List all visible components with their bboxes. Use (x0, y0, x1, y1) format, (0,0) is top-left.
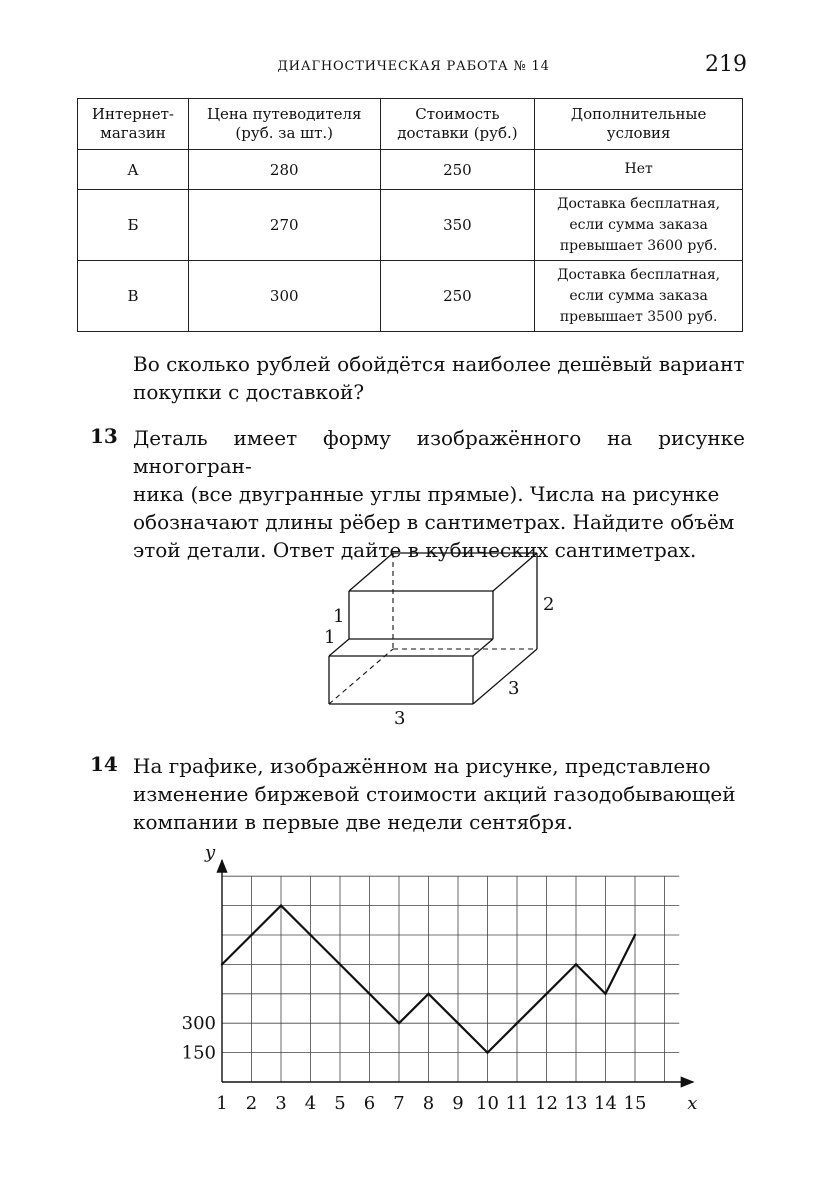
data-point (368, 993, 370, 995)
x-tick-label: 4 (304, 1093, 317, 1114)
header-store: Интернет- магазин (78, 99, 189, 150)
data-point (427, 993, 429, 995)
data-point (457, 1022, 459, 1024)
x-tick-label: 8 (422, 1093, 435, 1114)
header-title: ДИАГНОСТИЧЕСКАЯ РАБОТА № 14 (277, 59, 550, 74)
cell-conditions: Доставка бесплатная, если сумма заказа превышает 3600 руб. (535, 190, 743, 261)
data-point (309, 934, 311, 936)
x-tick-label: 13 (564, 1093, 588, 1114)
data-point (250, 934, 252, 936)
page-number: 219 (705, 52, 747, 77)
cell-store: Б (78, 190, 189, 261)
x-axis-label: x (687, 1093, 698, 1114)
y-axis-label: y (205, 842, 216, 864)
header-conditions: Дополнительные условия (535, 99, 743, 150)
y-tick-label: 300 (181, 1013, 216, 1035)
question14-text: На графике, изображённом на рисунке, представлено изменение биржевой стоимости акций газодобывающей компании в первые две недели сентября. (133, 754, 736, 834)
cell-store: А (78, 150, 189, 190)
data-point (634, 934, 636, 936)
data-point (280, 904, 282, 906)
x-tick-label: 5 (334, 1093, 346, 1114)
header-price: Цена путеводителя (руб. за шт.) (188, 99, 380, 150)
question13-text: Деталь имеет форму изображённого на рисунке многогран- ника (все двугранные углы прямые). Числа на рисунке обозначают длины рёбер в сантиметрах. Найдите объём этой детали. Ответ дайте в кубических сантиметрах. (133, 426, 745, 562)
cell-store: В (78, 261, 189, 332)
x-tick-label: 1 (216, 1093, 228, 1114)
data-point (221, 963, 223, 965)
x-tick-label: 9 (452, 1093, 464, 1114)
cell-price: 300 (188, 261, 380, 332)
label-upper-height: 1 (333, 606, 345, 627)
label-depth: 3 (508, 678, 520, 699)
data-point (545, 993, 547, 995)
cell-delivery: 350 (380, 190, 535, 261)
x-tick-label: 6 (363, 1093, 376, 1114)
data-point (398, 1022, 400, 1024)
question13-number: 13 (90, 424, 118, 448)
data-point (575, 963, 577, 965)
data-point (486, 1051, 488, 1053)
cell-conditions: Нет (535, 150, 743, 190)
question12-text: Во сколько рублей обойдётся наиболее дешёвый вариант покупки с доставкой? (133, 352, 745, 404)
question14-number: 14 (90, 752, 118, 776)
header-delivery: Стоимость доставки (руб.) (380, 99, 535, 150)
y-tick-label: 150 (181, 1042, 216, 1064)
cell-delivery: 250 (380, 150, 535, 190)
data-point (604, 993, 606, 995)
x-tick-label: 14 (594, 1093, 617, 1114)
x-tick-label: 7 (393, 1093, 405, 1114)
x-tick-label: 2 (245, 1093, 258, 1114)
label-width: 3 (394, 708, 406, 729)
x-tick-label: 15 (623, 1093, 647, 1114)
data-point (339, 963, 341, 965)
data-point (516, 1022, 518, 1024)
cell-conditions: Доставка бесплатная, если сумма заказа превышает 3500 руб. (535, 261, 743, 332)
x-tick-label: 12 (535, 1093, 558, 1114)
cell-price: 280 (188, 150, 380, 190)
cell-delivery: 250 (380, 261, 535, 332)
cell-price: 270 (188, 190, 380, 261)
x-tick-label: 11 (505, 1093, 529, 1114)
x-tick-label: 10 (476, 1093, 499, 1114)
label-lower-height: 1 (324, 627, 336, 648)
stock-price-chart (160, 835, 720, 1125)
x-tick-label: 3 (275, 1093, 287, 1114)
label-total-height: 2 (543, 594, 555, 615)
